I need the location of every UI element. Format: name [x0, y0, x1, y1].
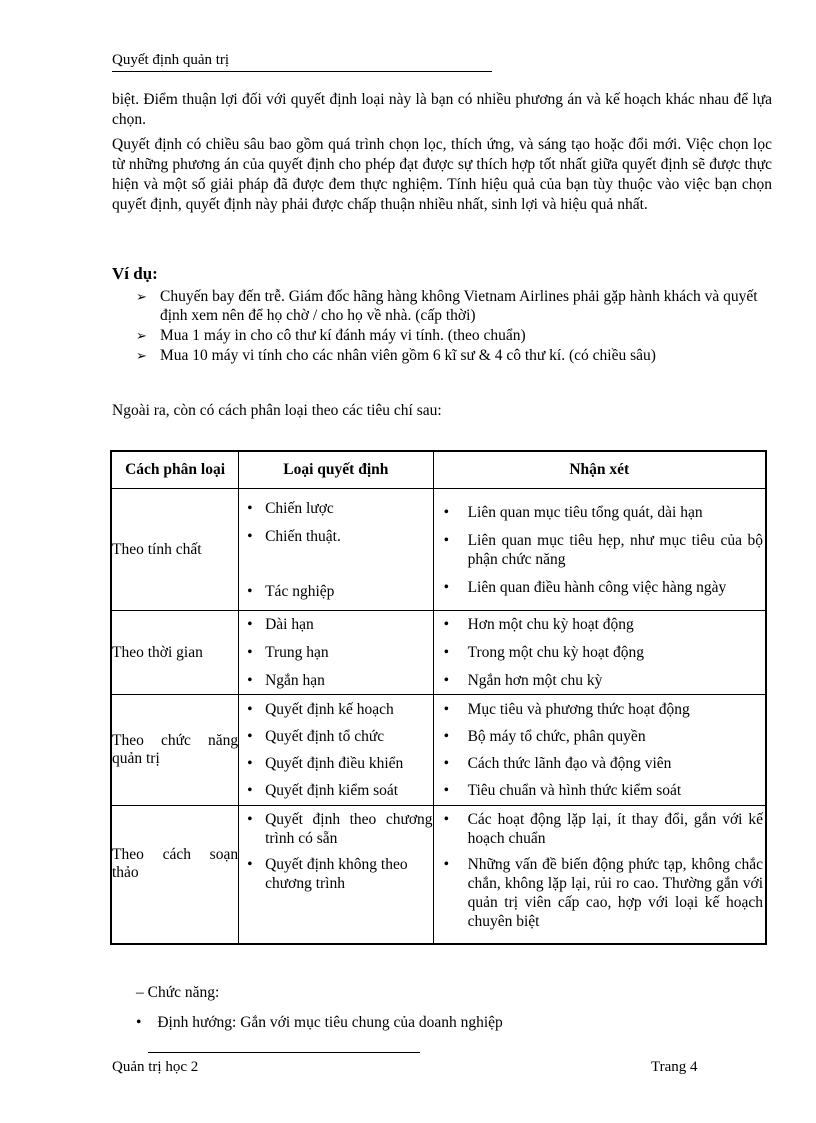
bullet-icon: • [247, 527, 253, 545]
bullet-icon: • [247, 755, 253, 772]
classification-table [110, 450, 767, 945]
list-item: • Tiêu chuẩn và hình thức kiểm soát [443, 782, 682, 799]
list-item: • Các hoạt động lặp lại, ít thay đổi, gắn với kế hoạch chuẩn [443, 811, 763, 847]
table-row [111, 489, 766, 611]
bullet-icon: • [443, 811, 449, 828]
bullet-icon: • [247, 701, 253, 718]
bullet-icon: • [247, 672, 253, 689]
bullet-icon: • [443, 616, 449, 633]
bullet-icon: • [247, 644, 253, 661]
arrow-bullet-icon: ➢ [136, 348, 147, 363]
types-cell [239, 695, 433, 806]
bullet-icon: • [247, 811, 253, 828]
column-header: Nhận xét [433, 451, 766, 489]
bullet-icon: • [136, 1014, 142, 1031]
bullet-icon: • [247, 582, 253, 600]
bullet-icon: • [443, 701, 449, 718]
types-cell [239, 806, 433, 944]
paragraph-2: Quyết định có chiều sâu bao gồm quá trình chọn lọc, thích ứng, và sáng tạo hoặc đổi mới. Việc chọn lọc từ những phương án của quyết định cho phép đạt được sự thích hợp tốt nhất giữa quyết định sẽ được thực hiện và một số giải pháp đã được đem thực nghiệm. Tính hiệu quả của bạn tùy thuộc vào việc bạn chọn quyết định, quyết định này phải được chấp thuận nhiều nhất, sinh lợi và hiệu quả nhất. [112, 136, 772, 213]
list-item: • Liên quan mục tiêu hẹp, như mục tiêu của bộ phận chức năng [443, 531, 763, 568]
category-cell: Theo thời gian [111, 611, 239, 695]
category-cell: Theo chức năng quản trị [111, 695, 239, 806]
list-item: • Quyết định không theo chương trình [247, 856, 408, 892]
list-item: • Quyết định điều khiển [247, 755, 404, 772]
classification-intro: Ngoài ra, còn có cách phân loại theo các tiêu chí sau: [112, 402, 442, 419]
list-item: • Quyết định kiểm soát [247, 782, 399, 799]
table-row [111, 695, 766, 806]
bullet-icon: • [443, 644, 449, 661]
orientation-item [136, 1014, 503, 1032]
types-cell [239, 611, 433, 695]
list-item: ➢ Chuyến bay đến trễ. Giám đốc hãng hàng không Vietnam Airlines phải gặp hành khách và quyết định xem nên để họ chờ / cho họ về nhà. (cấp thời) [136, 288, 758, 324]
paragraph-1: biệt. Điểm thuận lợi đối với quyết định loại này là bạn có nhiều phương án và kế hoạch khác nhau để lựa chọn. [112, 91, 772, 128]
bullet-icon: • [443, 782, 449, 799]
list-item: • Trong một chu kỳ hoạt động [443, 644, 644, 661]
list-item: • Những vấn đề biến động phức tạp, không chắc chắn, không lặp lại, rủi ro cao. Thường gắn với quản trị viên cấp cao, hợp với loại kế hoạch chuyên biệt [443, 856, 763, 930]
bullet-icon: • [247, 499, 253, 517]
category-cell: Theo tính chất [111, 489, 239, 611]
bullet-icon: • [443, 672, 449, 689]
list-item: • Dài hạn [247, 616, 314, 633]
footer-divider [148, 1052, 420, 1053]
column-header: Loại quyết định [239, 451, 433, 489]
list-item: • Trung hạn [247, 644, 329, 661]
list-item: • Chiến thuật. [247, 527, 341, 545]
notes-cell [433, 611, 766, 695]
list-item: • Quyết định kế hoạch [247, 701, 394, 718]
bullet-icon: • [247, 856, 253, 873]
bullet-icon: • [443, 503, 449, 521]
list-item: • Ngắn hơn một chu kỳ [443, 672, 603, 689]
function-heading: – Chức năng: [136, 984, 220, 1001]
bullet-icon: • [247, 782, 253, 799]
category-cell: Theo cách soạn thảo [111, 806, 239, 944]
column-header: Cách phân loại [111, 451, 239, 489]
examples-title: Ví dụ: [112, 264, 158, 283]
bullet-icon: • [443, 578, 449, 596]
list-item: • Ngắn hạn [247, 672, 325, 689]
list-item: ➢ Mua 1 máy in cho cô thư kí đánh máy vi tính. (theo chuẩn) [136, 327, 526, 344]
list-item: • Liên quan mục tiêu tổng quát, dài hạn [443, 503, 703, 521]
list-item: • Liên quan điều hành công việc hàng ngày [443, 578, 727, 596]
list-item: ➢ Mua 10 máy vi tính cho các nhân viên gồm 6 kĩ sư & 4 cô thư kí. (có chiều sâu) [136, 347, 656, 364]
list-item: • Chiến lược [247, 499, 334, 517]
notes-cell [433, 695, 766, 806]
types-cell [239, 489, 433, 611]
bullet-icon: • [247, 728, 253, 745]
page-number: Trang 4 [651, 1059, 698, 1075]
notes-cell [433, 806, 766, 944]
arrow-bullet-icon: ➢ [136, 328, 147, 343]
bullet-icon: • [443, 531, 449, 549]
list-item: • Quyết định tổ chức [247, 728, 385, 745]
arrow-bullet-icon: ➢ [136, 289, 147, 304]
notes-cell [433, 489, 766, 611]
list-item: • Mục tiêu và phương thức hoạt động [443, 701, 690, 718]
footer-course: Quản trị học 2 [112, 1059, 199, 1075]
list-item: • Cách thức lãnh đạo và động viên [443, 755, 672, 772]
list-item: • Quyết định theo chương trình có sẵn [247, 811, 433, 847]
list-item: • Hơn một chu kỳ hoạt động [443, 616, 634, 633]
bullet-icon: • [247, 616, 253, 633]
table-row [111, 806, 766, 944]
list-item: • Bộ máy tổ chức, phân quyền [443, 728, 646, 745]
examples-list [136, 287, 766, 366]
table-header-row [111, 451, 766, 489]
bullet-icon: • [443, 755, 449, 772]
table-row [111, 611, 766, 695]
page-header: Quyết định quản trị [112, 52, 492, 72]
list-item: • Tác nghiệp [247, 582, 335, 600]
orientation-text: Định hướng: Gắn với mục tiêu chung của doanh nghiệp [157, 1014, 503, 1031]
bullet-icon: • [443, 856, 449, 873]
bullet-icon: • [443, 728, 449, 745]
